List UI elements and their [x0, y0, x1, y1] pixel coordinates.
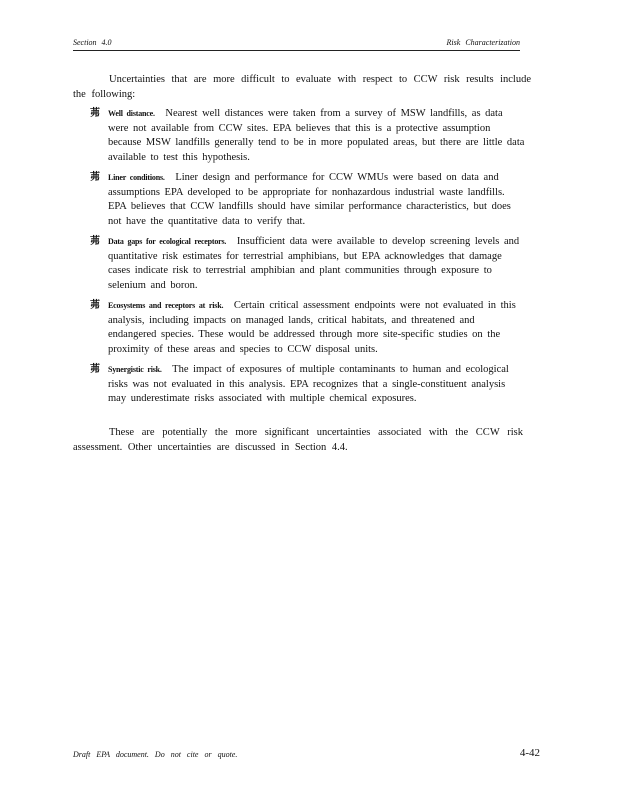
page-footer [73, 747, 540, 764]
item-heading: Well distance. [108, 109, 155, 118]
chapter-title: Risk Characterization [446, 38, 520, 47]
list-item [90, 363, 525, 407]
item-text: Liner design and performance for CCW WMUs were based on data and assumptions EPA developed to be appropriate for nonhazardous industrial waste landfills. EPA believes that CCW landfills should have similar performance characteristics, but does not have the quantitative data to verify that. [108, 172, 511, 227]
bullet-icon: 茀 [90, 300, 100, 311]
item-heading: Synergistic risk. [108, 365, 162, 374]
item-heading: Data gaps for ecological receptors. [108, 237, 227, 246]
bullet-icon: 茀 [90, 364, 100, 375]
item-text: The impact of exposures of multiple contaminants to human and ecological risks was not evaluated in this analysis. EPA recognizes that a single-constituent analysis may underestimate risks associated with multiple chemical exposures. [108, 364, 509, 404]
list-item [90, 299, 525, 357]
item-text: Insufficient data were available to develop screening levels and quantitative risk estimates for terrestrial amphibians, but EPA acknowledges that damage cases indicate risk to terrestrial amphibian and plant communities through exposure to selenium and boron. [108, 236, 520, 291]
page-header [73, 38, 520, 50]
bullet-icon: 茀 [90, 172, 100, 183]
bullet-icon: 茀 [90, 108, 100, 119]
list-item [90, 171, 525, 229]
list-item [90, 235, 525, 293]
intro-paragraph: Uncertainties that are more difficult to evaluate with respect to CCW risk results include the following: [73, 74, 531, 100]
bullet-icon: 茀 [90, 236, 100, 247]
item-heading: Ecosystems and receptors at risk. [108, 301, 224, 310]
item-text: Nearest well distances were taken from a survey of MSW landfills, as data were not available from CCW sites. EPA believes that this is a protective assumption because MSW landfills generally tend to be in more populated areas, but there are little data available to test this hypothesis. [108, 108, 525, 163]
header-rule [73, 50, 520, 51]
section-label: Section 4.0 [73, 38, 112, 47]
closing-paragraph: These are potentially the more significant uncertainties associated with the CCW risk assessment. Other uncertainties are discussed in Section 4.4. [73, 427, 523, 453]
page-number: 4-42 [519, 747, 540, 759]
item-heading: Liner conditions. [108, 173, 165, 182]
list-item [90, 107, 525, 165]
uncertainty-list [90, 107, 525, 413]
item-text: Certain critical assessment endpoints were not evaluated in this analysis, including impacts on managed lands, critical habitats, and threatened and endangered species. These would be addressed through more site-specific studies on the proximity of these areas and species to CCW disposal units. [108, 300, 516, 355]
draft-notice: Draft EPA document. Do not cite or quote. [73, 750, 238, 759]
